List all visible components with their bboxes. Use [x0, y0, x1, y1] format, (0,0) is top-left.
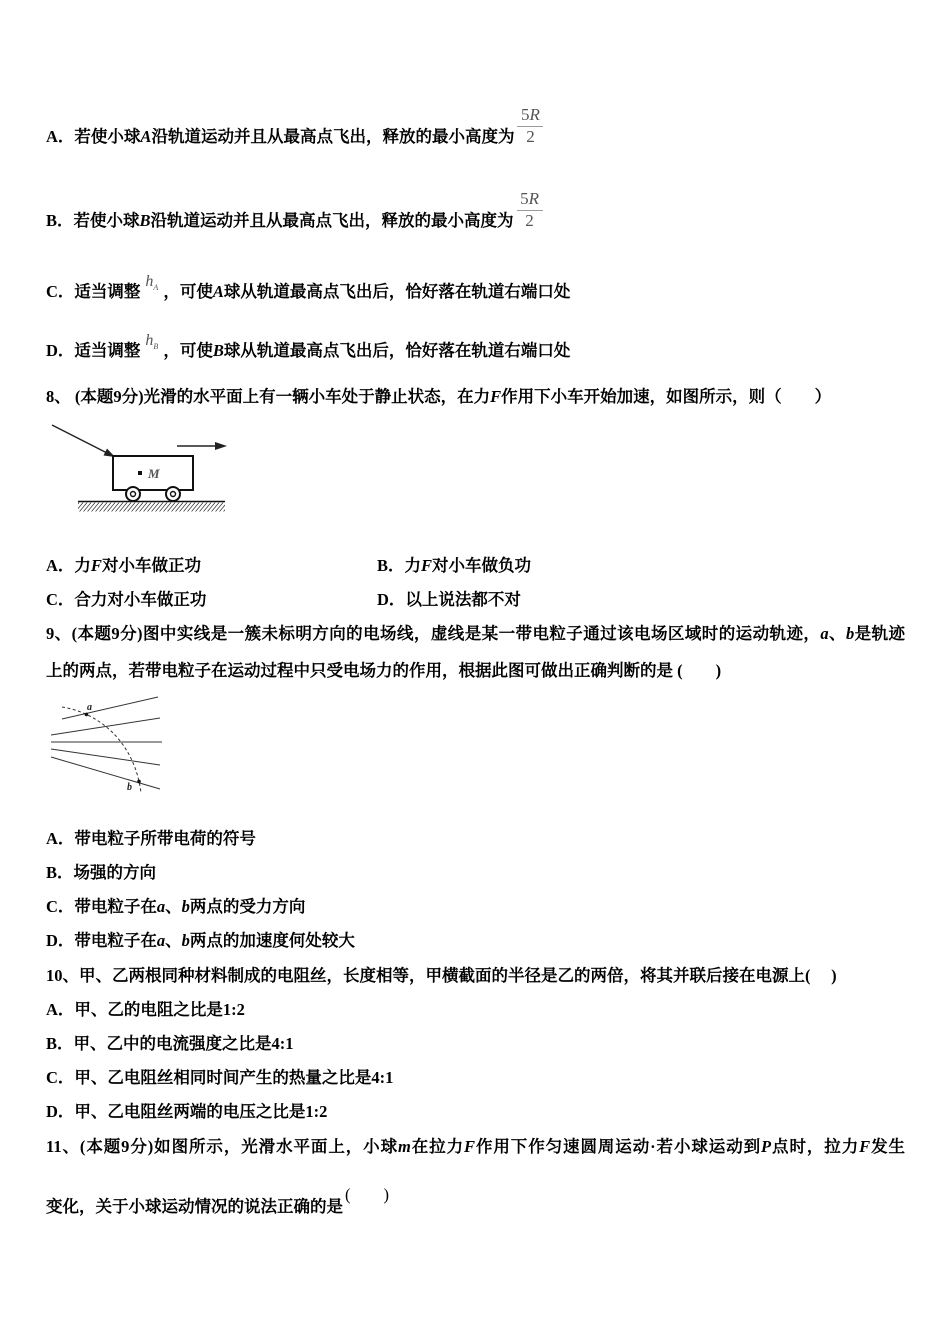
option-label: B． — [46, 1034, 74, 1053]
option-text: 适当调整 — [74, 282, 141, 301]
velocity-arrow-head — [215, 442, 227, 450]
q8-option-b — [377, 556, 531, 576]
option-label: C． — [46, 282, 75, 301]
force-symbol: F — [490, 387, 502, 406]
option-text: 甲、乙的电阻之比是1:2 — [74, 1000, 245, 1019]
question-text: 作用下小车开始加速，如图所示，则（ ） — [501, 387, 832, 406]
option-text: 合力对小车做正功 — [74, 590, 207, 609]
option-label: B． — [377, 556, 405, 575]
option-text: 带电粒子在 — [74, 931, 157, 950]
ball-b-symbol: B — [212, 341, 224, 360]
fraction-numerator — [517, 188, 543, 211]
option-text: 力 — [74, 556, 91, 575]
q10-option-c — [46, 1068, 393, 1088]
q9-field-figure — [45, 693, 170, 795]
mass-point — [138, 471, 142, 475]
q11-stem-line1 — [46, 1137, 905, 1157]
option-text: 球从轨道最高点飞出后，恰好落在轨道右端口处 — [223, 282, 571, 301]
ball-b-symbol: B — [139, 211, 151, 230]
point-b-dot — [137, 780, 141, 784]
q9-stem-line1 — [46, 624, 905, 644]
option-text: 适当调整 — [74, 341, 141, 360]
q7-option-d — [46, 332, 571, 364]
answer-bracket: ( ) — [345, 1185, 389, 1204]
option-label: A． — [46, 1000, 75, 1019]
point-a-dot — [85, 713, 89, 717]
option-label: A． — [46, 556, 75, 575]
right-wheel-hub — [171, 492, 176, 497]
q8-option-d — [377, 590, 521, 610]
ball-a-symbol: A — [212, 282, 224, 301]
option-text: 两点的加速度何处较大 — [189, 931, 355, 950]
option-text: 两点的受力方向 — [189, 897, 306, 916]
q8-option-c — [46, 590, 206, 610]
question-text: 上的两点，若带电粒子在运动过程中只受电场力的作用，根据此图可做出正确判断的是 ( ) — [46, 661, 722, 680]
option-label: A． — [46, 829, 75, 848]
option-text: 球从轨道最高点飞出后，恰好落在轨道右端口处 — [223, 341, 571, 360]
point-a-symbol: a — [820, 624, 829, 643]
option-label: A． — [46, 127, 75, 146]
option-label: C． — [46, 590, 75, 609]
force-symbol: F — [859, 1137, 871, 1156]
q7-option-c — [46, 273, 571, 305]
option-text: ，可使 — [163, 341, 213, 360]
option-text: 场强的方向 — [73, 863, 157, 882]
q8-option-a — [46, 556, 201, 576]
point-b-symbol: b — [845, 624, 855, 643]
ball-a-symbol: A — [140, 127, 152, 146]
q10-stem — [46, 966, 837, 986]
option-text: 甲、乙电阻丝相同时间产生的热量之比是4:1 — [74, 1068, 394, 1087]
height-subscript: A — [153, 283, 159, 292]
numerator-digit: 5 — [520, 105, 530, 124]
numerator-digit: 5 — [520, 189, 529, 208]
option-text: 沿轨道运动并且从最高点飞出，释放的最小高度为 — [151, 127, 515, 146]
separator: 、 — [165, 931, 182, 950]
point-a-symbol: a — [156, 931, 166, 950]
force-symbol: F — [90, 556, 102, 575]
option-label: D． — [377, 590, 406, 609]
numerator-variable: R — [528, 189, 539, 208]
fraction-numerator — [517, 104, 543, 127]
fraction-denominator: 2 — [526, 127, 535, 146]
option-label: B． — [46, 211, 74, 230]
q7-option-a — [46, 105, 547, 147]
height-symbol — [145, 273, 158, 290]
q9-option-c — [46, 897, 305, 917]
option-text: 甲、乙电阻丝两端的电压之比是1:2 — [74, 1102, 328, 1121]
separator: 、 — [165, 897, 182, 916]
option-text: 以上说法都不对 — [405, 590, 521, 609]
option-text: 带电粒子在 — [74, 897, 157, 916]
question-text: 作用下作匀速圆周运动·若小球运动到 — [475, 1137, 762, 1156]
option-label: C． — [46, 1068, 75, 1087]
height-symbol — [145, 332, 158, 349]
field-line — [51, 757, 160, 789]
ground-hatching — [78, 503, 225, 512]
q10-option-d — [46, 1102, 327, 1122]
option-text: 若使小球 — [74, 127, 141, 146]
point-a-symbol: a — [156, 897, 166, 916]
field-line — [62, 697, 158, 719]
field-line — [51, 718, 160, 735]
option-label: D． — [46, 341, 75, 360]
option-text: 力 — [404, 556, 422, 575]
question-text: 9、(本题9分)图中实线是一簇未标明方向的电场线，虚线是某一带电粒子通过该电场区域时的运动轨迹， — [46, 624, 821, 643]
point-b-label: b — [127, 782, 132, 793]
question-text: 变化，关于小球运动情况的说法正确的是 — [46, 1197, 343, 1216]
point-b-symbol: b — [181, 931, 190, 950]
fraction-5r-over-2 — [517, 189, 547, 230]
question-text: 11、(本题9分)如图所示，光滑水平面上，小球 — [46, 1137, 398, 1156]
option-text: 若使小球 — [73, 211, 140, 230]
question-text: 10、甲、乙两根同种材料制成的电阻丝，长度相等，甲横截面的半径是乙的两倍，将其并联后接在电源上( ) — [46, 966, 837, 985]
option-text: 带电粒子所带电荷的符号 — [74, 829, 256, 848]
mass-symbol: m — [398, 1137, 411, 1156]
mass-label: M — [148, 466, 160, 481]
question-text: 是轨迹 — [854, 624, 906, 643]
q11-stem-line2 — [46, 1185, 389, 1217]
height-subscript: B — [153, 342, 159, 351]
question-text: 8、 (本题9分)光滑的水平面上有一辆小车处于静止状态，在力 — [46, 387, 491, 406]
force-symbol: F — [421, 556, 433, 575]
option-label: D． — [46, 1102, 75, 1121]
option-label: D． — [46, 931, 75, 950]
height-letter: h — [145, 332, 154, 349]
field-line — [51, 749, 160, 765]
q9-stem-line2 — [46, 661, 721, 681]
q9-option-d — [46, 931, 355, 951]
point-a-label: a — [87, 702, 92, 713]
question-text: 在拉力 — [410, 1137, 465, 1156]
point-p-symbol: P — [761, 1137, 772, 1156]
option-text: 甲、乙中的电流强度之比是4:1 — [73, 1034, 294, 1053]
q7-option-b — [46, 189, 547, 231]
left-wheel-hub — [131, 492, 136, 497]
fraction-5r-over-2 — [517, 105, 547, 146]
force-symbol: F — [464, 1137, 476, 1156]
fraction-denominator: 2 — [525, 211, 534, 230]
separator: 、 — [828, 624, 846, 643]
point-b-symbol: b — [181, 897, 190, 916]
question-text: 点时，拉力 — [771, 1137, 860, 1156]
option-label: B． — [46, 863, 74, 882]
q8-cart-figure — [45, 418, 235, 518]
option-text: 对小车做正功 — [101, 556, 201, 575]
option-label: C． — [46, 897, 75, 916]
q8-stem — [46, 387, 831, 407]
option-text: ，可使 — [163, 282, 213, 301]
q10-option-a — [46, 1000, 245, 1020]
q9-option-b — [46, 863, 156, 883]
question-text: 发生 — [870, 1137, 906, 1156]
numerator-variable: R — [529, 105, 540, 124]
option-text: 沿轨道运动并且从最高点飞出，释放的最小高度为 — [150, 211, 514, 230]
q10-option-b — [46, 1034, 294, 1054]
q9-option-a — [46, 829, 256, 849]
option-text: 对小车做负功 — [432, 556, 532, 575]
force-arrow-shaft — [52, 425, 108, 454]
height-letter: h — [145, 273, 154, 290]
